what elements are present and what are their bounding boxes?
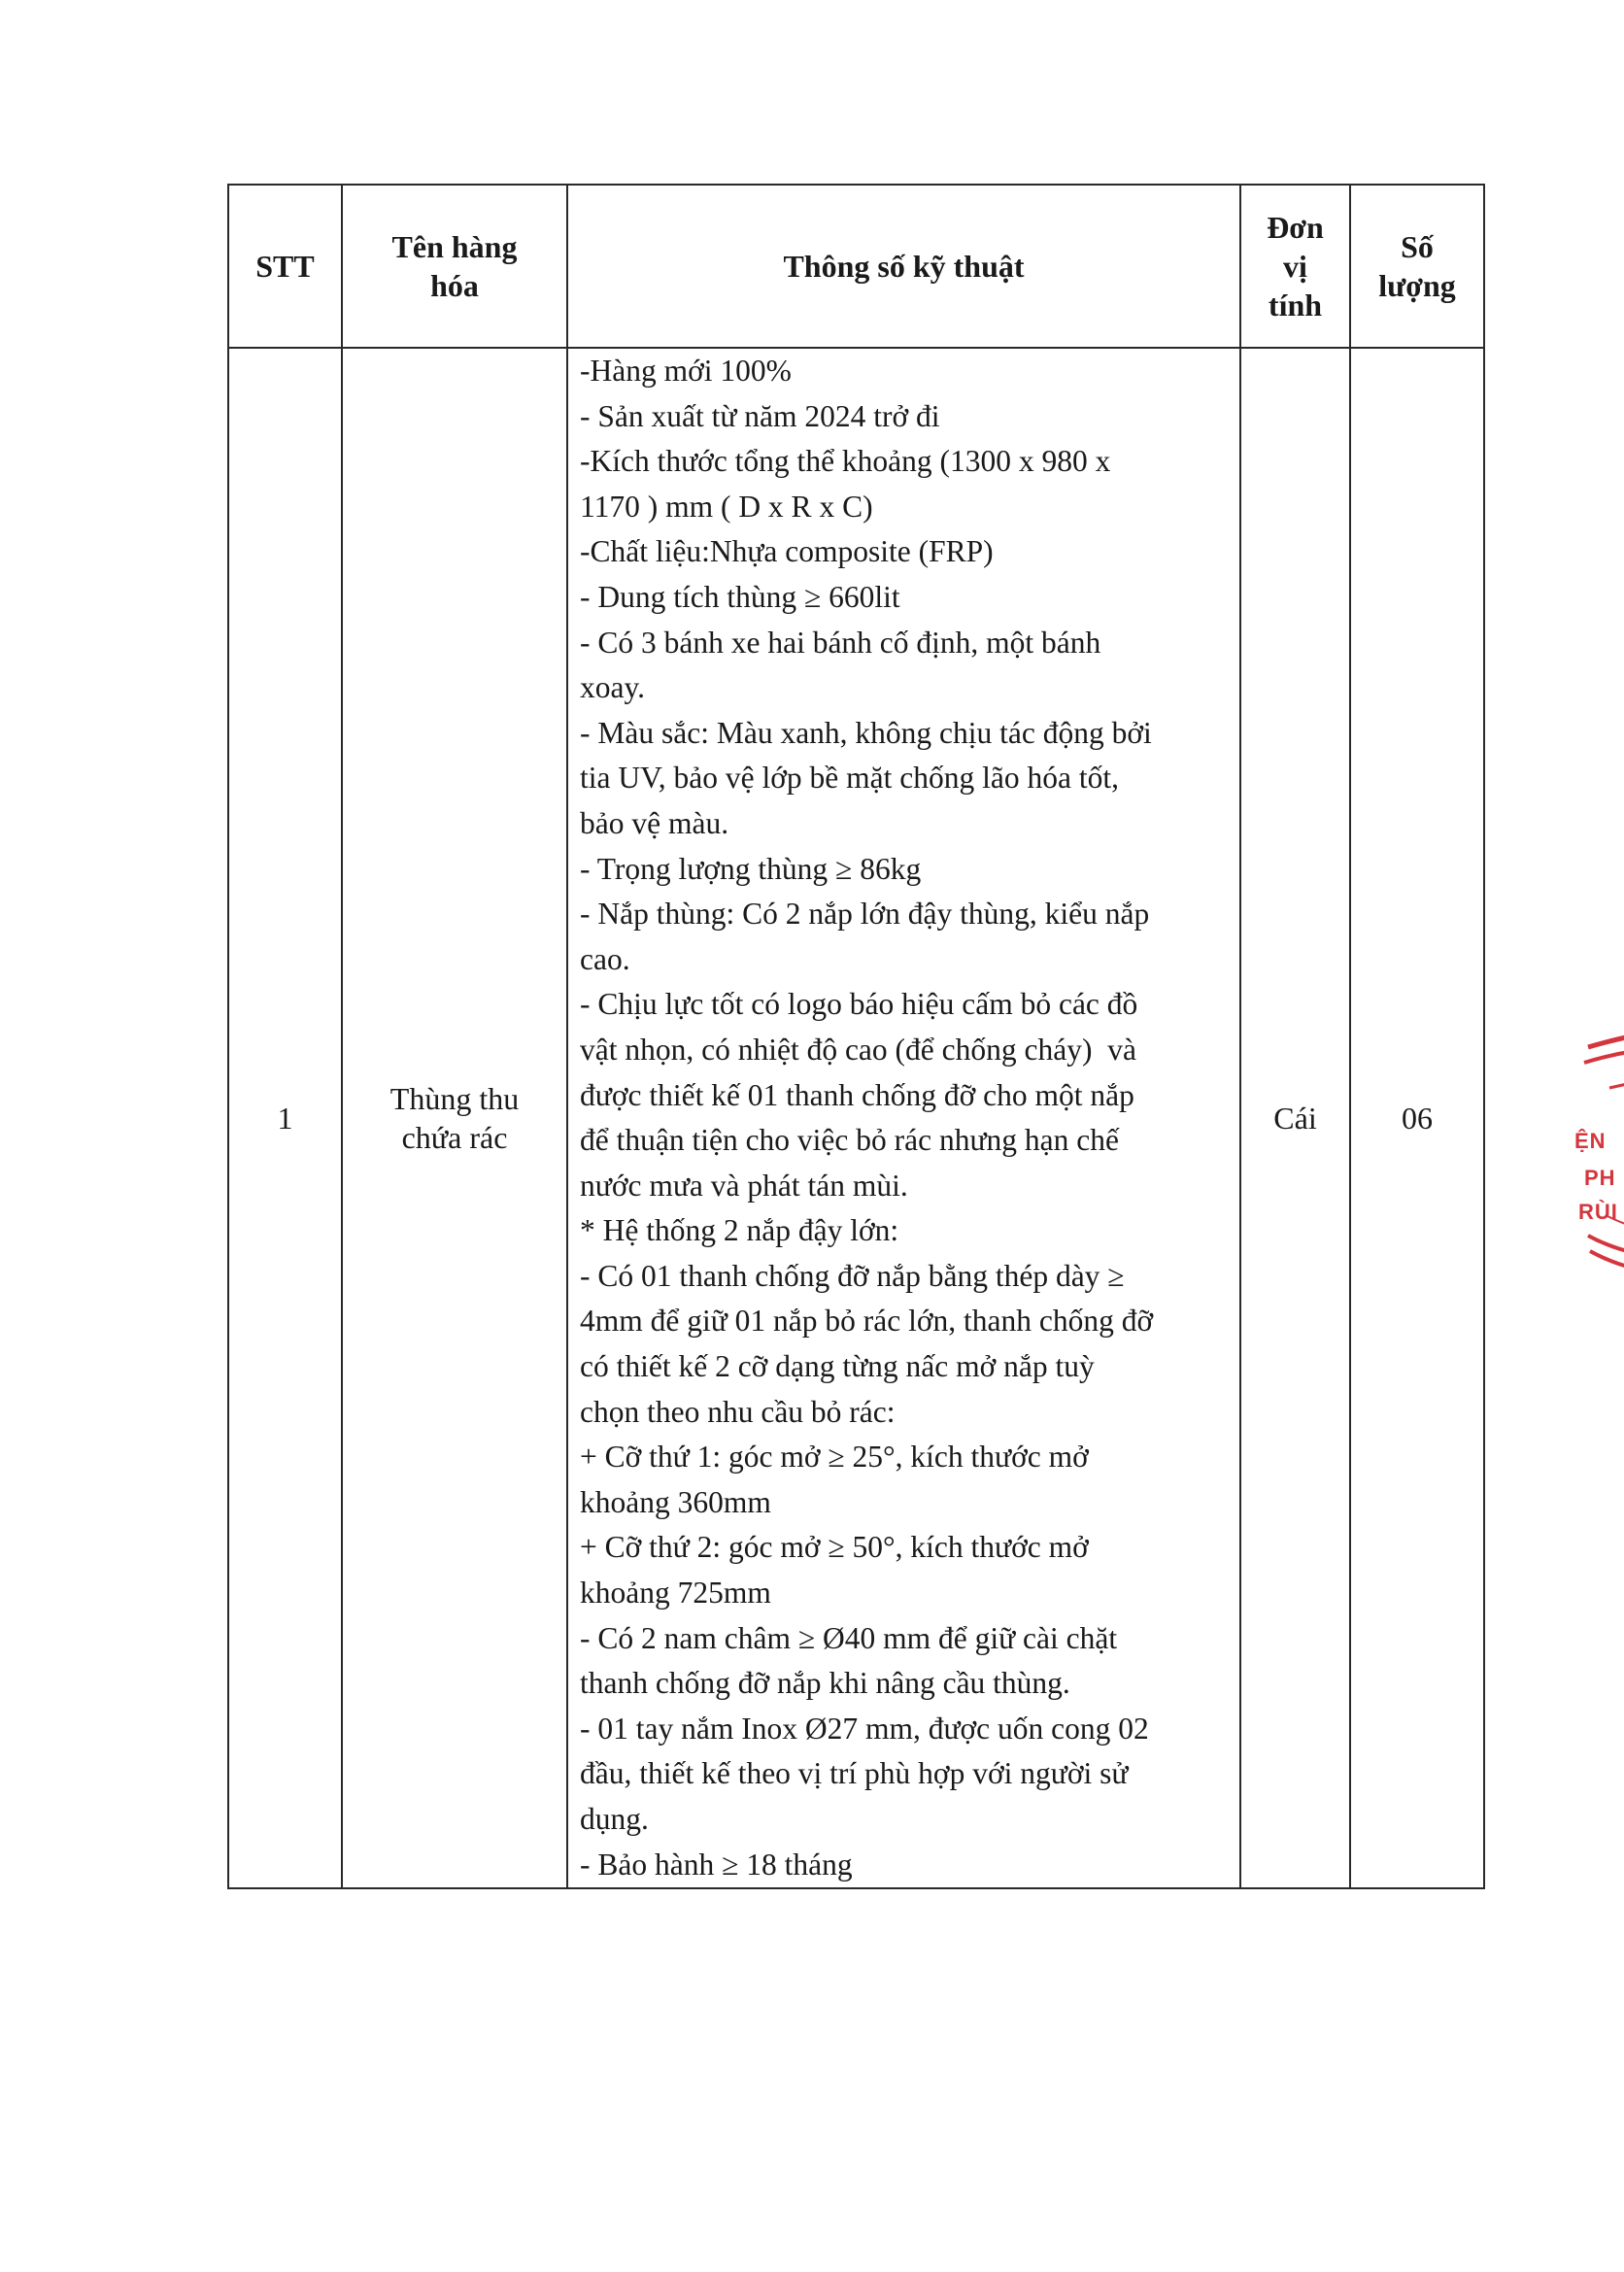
spec-line: vật nhọn, có nhiệt độ cao (để chống cháy) và: [580, 1032, 1136, 1067]
spec-line: tia UV, bảo vệ lớp bề mặt chống lão hóa tốt,: [580, 761, 1119, 796]
spec-line: được thiết kế 01 thanh chống đỡ cho một nắp: [580, 1077, 1134, 1112]
spec-line: thanh chống đỡ nắp khi nâng cầu thùng.: [580, 1666, 1070, 1701]
spec-line: 1170 ) mm ( D x R x C): [580, 489, 873, 524]
spec-line: -Hàng mới 100%: [580, 354, 792, 388]
table-body: [228, 348, 1484, 1888]
spec-line: -Kích thước tổng thể khoảng (1300 x 980 x: [580, 444, 1111, 479]
spec-line: nước mưa và phát tán mùi.: [580, 1168, 908, 1203]
spec-line: - Có 3 bánh xe hai bánh cố định, một bánh: [580, 625, 1101, 660]
spec-line: - Trọng lượng thùng ≥ 86kg: [580, 851, 922, 886]
header-stt: STT: [228, 185, 342, 348]
stamp-text-line2: PH: [1584, 1166, 1616, 1190]
row-specifications: [567, 348, 1240, 1888]
spec-line: để thuận tiện cho việc bỏ rác nhưng hạn chế: [580, 1123, 1119, 1158]
red-stamp-fragment: [1549, 1030, 1624, 1321]
table-row: [228, 348, 1484, 1888]
spec-line: - Chịu lực tốt có logo báo hiệu cấm bỏ các đồ: [580, 987, 1138, 1022]
table-header: [228, 185, 1484, 348]
spec-line: bảo vệ màu.: [580, 805, 729, 840]
header-row: [228, 185, 1484, 348]
row-unit: Cái: [1240, 348, 1350, 1888]
spec-line: đầu, thiết kế theo vị trí phù hợp với người sử: [580, 1756, 1129, 1791]
spec-line: chọn theo nhu cầu bỏ rác:: [580, 1394, 896, 1429]
spec-line: có thiết kế 2 cỡ dạng từng nấc mở nắp tuỳ: [580, 1349, 1095, 1384]
spec-line: - Dung tích thùng ≥ 660lit: [580, 579, 900, 614]
stamp-text-line1: ỆN: [1574, 1129, 1607, 1153]
spec-line: khoảng 360mm: [580, 1484, 771, 1519]
spec-line: 4mm để giữ 01 nắp bỏ rác lớn, thanh chống đỡ: [580, 1304, 1154, 1339]
spec-table: [227, 184, 1485, 1889]
spec-line: -Chất liệu:Nhựa composite (FRP): [580, 534, 994, 569]
header-unit: Đơn vị tính: [1240, 185, 1350, 348]
spec-line: dụng.: [580, 1802, 649, 1836]
row-item-name: Thùng thu chứa rác: [342, 348, 567, 1888]
spec-line: - 01 tay nắm Inox Ø27 mm, được uốn cong 02: [580, 1711, 1149, 1746]
spec-line: - Nắp thùng: Có 2 nắp lớn đậy thùng, kiểu nắp: [580, 897, 1150, 932]
spec-line: - Có 01 thanh chống đỡ nắp bằng thép dày ≥: [580, 1258, 1125, 1293]
header-specifications: Thông số kỹ thuật: [567, 185, 1240, 348]
spec-line: + Cỡ thứ 2: góc mở ≥ 50°, kích thước mở: [580, 1530, 1089, 1565]
spec-line: - Màu sắc: Màu xanh, không chịu tác động bởi: [580, 715, 1152, 750]
spec-list: [580, 349, 1232, 1887]
spec-line: khoảng 725mm: [580, 1576, 771, 1611]
stamp-text-line3: RÙI: [1578, 1200, 1618, 1224]
spec-line: * Hệ thống 2 nắp đậy lớn:: [580, 1213, 899, 1248]
spec-line: + Cỡ thứ 1: góc mở ≥ 25°, kích thước mở: [580, 1440, 1089, 1475]
row-quantity: 06: [1350, 348, 1484, 1888]
spec-line: cao.: [580, 941, 630, 976]
spec-line: xoay.: [580, 670, 646, 705]
header-item-name: Tên hàng hóa: [342, 185, 567, 348]
row-stt: 1: [228, 348, 342, 1888]
spec-line: - Bảo hành ≥ 18 tháng: [580, 1847, 853, 1882]
spec-line: - Sản xuất từ năm 2024 trở đi: [580, 398, 940, 433]
spec-line: - Có 2 nam châm ≥ Ø40 mm để giữ cài chặt: [580, 1620, 1118, 1655]
header-quantity: Số lượng: [1350, 185, 1484, 348]
